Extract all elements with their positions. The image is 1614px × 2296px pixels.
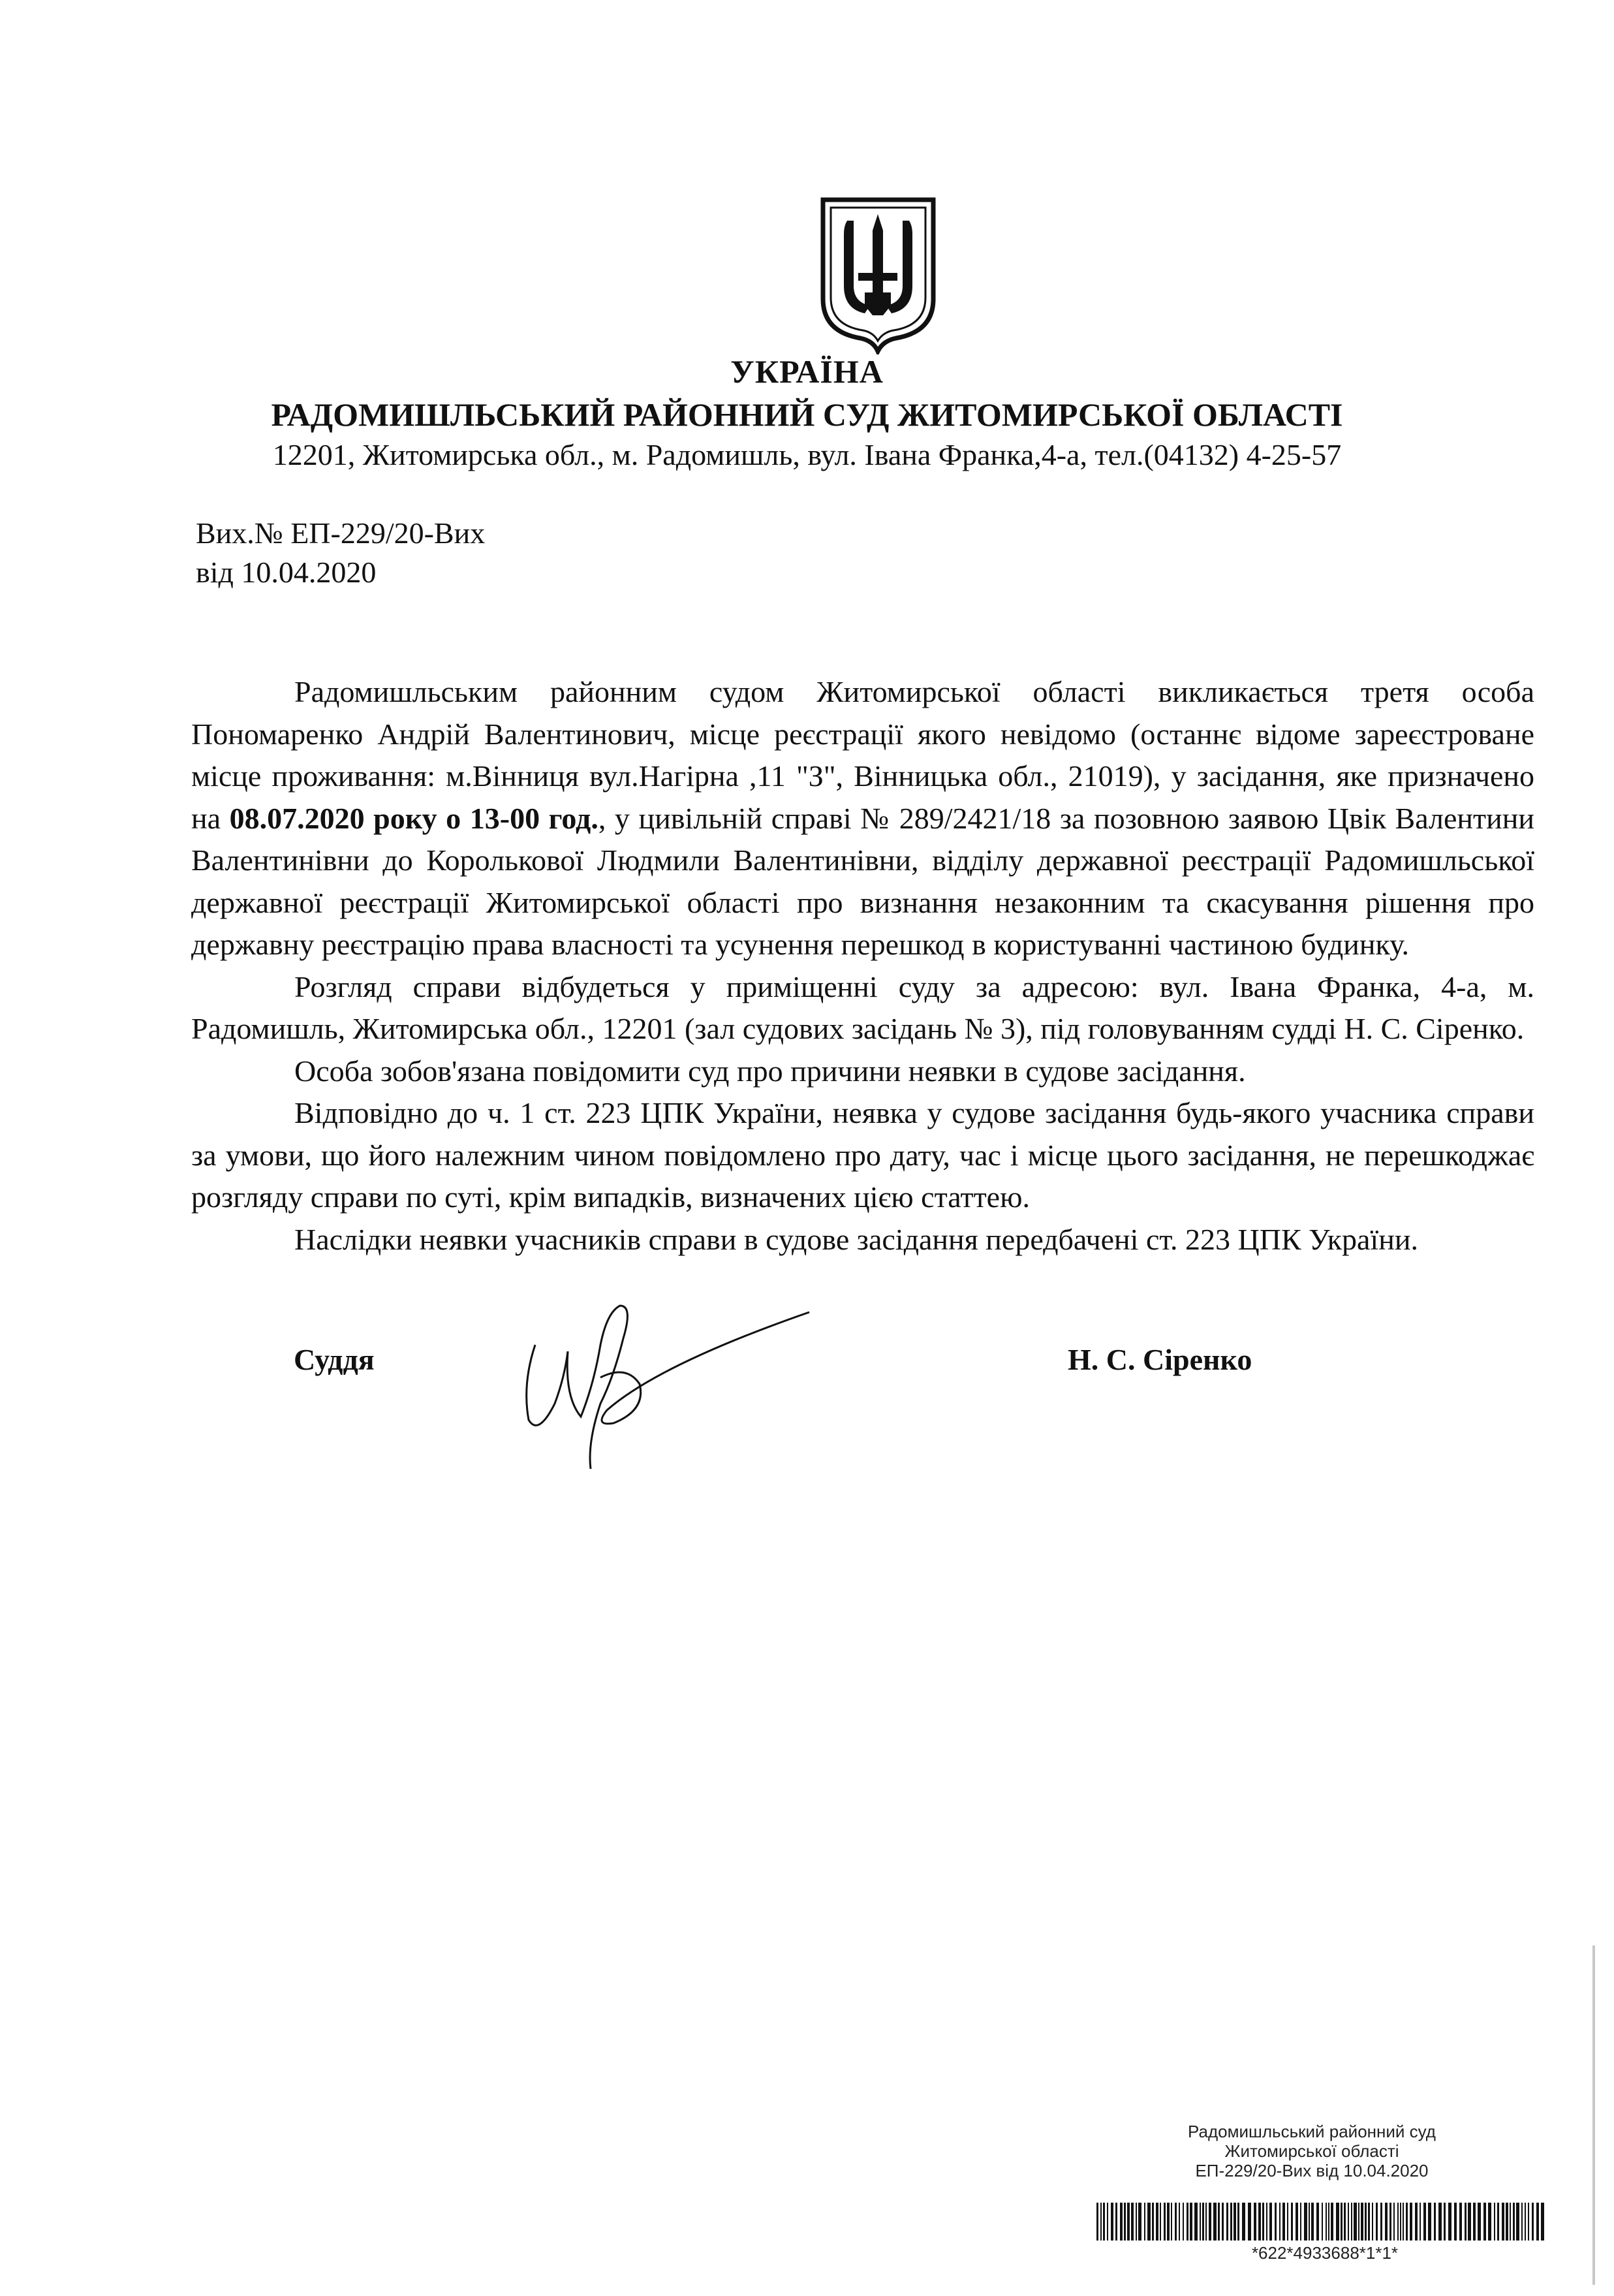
barcode-bar bbox=[1358, 2203, 1359, 2241]
barcode-bar bbox=[1254, 2203, 1256, 2241]
barcode-bar bbox=[1127, 2203, 1130, 2241]
outgoing-number: Вих.№ ЕП-229/20-Вих bbox=[196, 516, 486, 550]
barcode-bar bbox=[1372, 2203, 1373, 2241]
country-title: УКРАЇНА bbox=[730, 353, 884, 390]
barcode-bar bbox=[1136, 2203, 1137, 2241]
barcode-bar bbox=[1237, 2203, 1239, 2241]
barcode-bar bbox=[1202, 2203, 1204, 2241]
barcode-bar bbox=[1262, 2203, 1264, 2241]
barcode-bar bbox=[1309, 2203, 1310, 2241]
barcode-bar bbox=[1420, 2203, 1421, 2241]
barcode-bar bbox=[1218, 2203, 1220, 2241]
barcode-bar bbox=[1536, 2203, 1539, 2241]
barcode-bar bbox=[1205, 2203, 1207, 2241]
barcode-bar bbox=[1448, 2203, 1451, 2241]
barcode-bar bbox=[1131, 2203, 1134, 2241]
barcode-bar bbox=[1316, 2203, 1319, 2241]
barcode-bar bbox=[1541, 2203, 1544, 2241]
paragraph-summons: Радомишльським районним судом Житомирської області викликається третя особа Пономаренко Андрій Валентинович, місце реєстрації якого невідомо (останнє відоме зареєстроване місце проживання: м.Вінниця вул.Нагірна ,11 "З", Вінницька обл., 21019), у засідання, яке призначено на 08.07.2020 року о 13-00 год., у цивільній справі № 289/2421/18 за позовною заявою Цвік Валентини Валентинівни до Королькової Людмили Валентинівни, відділу державної реєстрації Радомишльської державної реєстрації Житомирської області про визнання незаконним та скасування рішення про державну реєстрацію права власності та усунення перешкод в користуванні частиною будинку. bbox=[191, 675, 1534, 961]
judge-label: Суддя bbox=[294, 1343, 375, 1376]
barcode-bar bbox=[1444, 2203, 1446, 2241]
barcode-bar bbox=[1222, 2203, 1224, 2241]
barcode-bar bbox=[1200, 2203, 1201, 2241]
barcode-bar bbox=[1287, 2203, 1288, 2241]
barcode-bar bbox=[1393, 2203, 1395, 2241]
barcode-bar bbox=[1171, 2203, 1172, 2241]
barcode-bar bbox=[1304, 2203, 1307, 2241]
hearing-datetime: 08.07.2020 року о 13-00 год. bbox=[229, 801, 598, 835]
barcode-bar bbox=[1111, 2203, 1113, 2241]
barcode-bar bbox=[1120, 2203, 1123, 2241]
barcode-bar bbox=[1100, 2203, 1102, 2241]
barcode-bar bbox=[1351, 2203, 1352, 2241]
registration-stamp bbox=[1077, 2122, 1547, 2180]
barcode-bar bbox=[1361, 2203, 1363, 2241]
barcode-bar bbox=[1403, 2203, 1404, 2241]
barcode-bar bbox=[1368, 2203, 1370, 2241]
barcode-bar bbox=[1380, 2203, 1382, 2241]
barcode-bar bbox=[1516, 2203, 1519, 2241]
barcode-bar bbox=[1190, 2203, 1192, 2241]
barcode-bar bbox=[1478, 2203, 1481, 2241]
barcode-bar bbox=[1175, 2203, 1177, 2241]
barcode-bar bbox=[1510, 2203, 1511, 2241]
barcode-bar bbox=[1454, 2203, 1457, 2241]
barcode-bar bbox=[1096, 2203, 1098, 2241]
barcode-bar bbox=[1266, 2203, 1267, 2241]
barcode-bar bbox=[1465, 2203, 1467, 2241]
barcode-bar bbox=[1275, 2203, 1277, 2241]
barcode-bar bbox=[1115, 2203, 1117, 2241]
stamp-court-line: Радомишльський районний суд bbox=[1188, 2122, 1436, 2141]
stamp-number-line: ЕП-229/20-Вих від 10.04.2020 bbox=[1195, 2161, 1429, 2180]
court-address: 12201, Житомирська обл., м. Радомишль, вул. Івана Франка,4-а, тел.(04132) 4-25-57 bbox=[272, 438, 1342, 471]
barcode-bar bbox=[1348, 2203, 1349, 2241]
barcode-bar bbox=[1296, 2203, 1298, 2241]
barcode-bar bbox=[1506, 2203, 1508, 2241]
scan-edge-mark bbox=[1592, 1945, 1595, 2285]
barcode-bar bbox=[1488, 2203, 1491, 2241]
barcode-bar bbox=[1322, 2203, 1323, 2241]
barcode-bar bbox=[1226, 2203, 1228, 2241]
barcode-bar bbox=[1415, 2203, 1418, 2241]
barcode-bar bbox=[1156, 2203, 1158, 2241]
barcode-bar bbox=[1459, 2203, 1462, 2241]
barcode-bar bbox=[1528, 2203, 1529, 2241]
judge-name: Н. С. Сіренко bbox=[1068, 1343, 1252, 1376]
barcode-bar bbox=[1291, 2203, 1293, 2241]
barcode-bar bbox=[1258, 2203, 1261, 2241]
barcode-bar bbox=[1365, 2203, 1367, 2241]
barcode-bar bbox=[1331, 2203, 1333, 2241]
barcode-bar bbox=[1300, 2203, 1301, 2241]
barcode-bar bbox=[1400, 2203, 1401, 2241]
coat-of-arms-icon bbox=[818, 195, 939, 354]
barcode-bar bbox=[1497, 2203, 1499, 2241]
barcode-bar bbox=[1152, 2203, 1154, 2241]
barcode-bar bbox=[1209, 2203, 1211, 2241]
barcode-bar bbox=[1468, 2203, 1471, 2241]
barcode-bar bbox=[1397, 2203, 1399, 2241]
barcode-bar bbox=[1326, 2203, 1327, 2241]
barcode-bar bbox=[1502, 2203, 1504, 2241]
barcode-bar bbox=[1107, 2203, 1108, 2241]
barcode-bar bbox=[1194, 2203, 1198, 2241]
handwritten-signature bbox=[509, 1286, 816, 1482]
barcode-bar bbox=[1279, 2203, 1280, 2241]
barcode-bar bbox=[1144, 2203, 1145, 2241]
barcode-text: *622*4933688*1*1* bbox=[1251, 2243, 1399, 2263]
barcode-bar bbox=[1234, 2203, 1236, 2241]
barcode-bar bbox=[1376, 2203, 1378, 2241]
barcode-bar bbox=[1344, 2203, 1346, 2241]
barcode-bar bbox=[1248, 2203, 1251, 2241]
barcode-bar bbox=[1213, 2203, 1217, 2241]
barcode-bar bbox=[1103, 2203, 1105, 2241]
barcode-bar bbox=[1513, 2203, 1515, 2241]
barcode-bar bbox=[1138, 2203, 1141, 2241]
barcode-bar bbox=[1389, 2203, 1391, 2241]
paragraph-law-reference: Відповідно до ч. 1 ст. 223 ЦПК України, неявка у судове засідання будь-якого учасника справи за умови, що його належним чином повідомлено про дату, час і місце цього засідання, не перешкоджає розгляду справи по суті, крім випадків, визначених цією статтею. bbox=[191, 1096, 1534, 1214]
barcode-bar bbox=[1434, 2203, 1436, 2241]
court-name: РАДОМИШЛЬСЬКИЙ РАЙОННИЙ СУД ЖИТОМИРСЬКОЇ ОБЛАСТІ bbox=[271, 396, 1343, 433]
paragraph-hearing-place: Розгляд справи відбудеться у приміщенні суду за адресою: вул. Івана Франка, 4-а, м. Радомишль, Житомирська обл., 12201 (зал судових засідань № 3), під головуванням судді Н. С. Сіренко. bbox=[191, 969, 1534, 1045]
barcode-bar bbox=[1354, 2203, 1357, 2241]
barcode-bar bbox=[1147, 2203, 1151, 2241]
barcode-bar bbox=[1438, 2203, 1442, 2241]
barcode-bar bbox=[1341, 2203, 1342, 2241]
barcode-bar bbox=[1406, 2203, 1408, 2241]
paragraph-consequences: Наслідки неявки учасників справи в судове засідання передбачені ст. 223 ЦПК України. bbox=[294, 1222, 1418, 1256]
barcode-bar bbox=[1525, 2203, 1526, 2241]
barcode-bar bbox=[1385, 2203, 1388, 2241]
barcode-bar bbox=[1187, 2203, 1188, 2241]
stamp-region-line: Житомирської області bbox=[1224, 2141, 1399, 2161]
barcode-bar bbox=[1483, 2203, 1486, 2241]
barcode-bar bbox=[1423, 2203, 1426, 2241]
barcode-bar bbox=[1167, 2203, 1170, 2241]
barcode-bar bbox=[1179, 2203, 1180, 2241]
barcode-bar bbox=[1428, 2203, 1431, 2241]
barcode-bar bbox=[1473, 2203, 1476, 2241]
barcode-bar bbox=[1494, 2203, 1495, 2241]
barcode-bar bbox=[1183, 2203, 1184, 2241]
barcode-bar bbox=[1160, 2203, 1161, 2241]
barcode-bar bbox=[1164, 2203, 1166, 2241]
barcode-bar bbox=[1336, 2203, 1339, 2241]
paragraph-obligation: Особа зобов'язана повідомити суд про причини неявки в судове засідання. bbox=[294, 1054, 1246, 1088]
barcode-bar bbox=[1124, 2203, 1126, 2241]
barcode-bar bbox=[1311, 2203, 1314, 2241]
barcode-bar bbox=[1532, 2203, 1534, 2241]
barcode-bar bbox=[1410, 2203, 1412, 2241]
barcode-bar bbox=[1242, 2203, 1245, 2241]
barcode-bar bbox=[1521, 2203, 1523, 2241]
letter-body bbox=[191, 671, 1534, 1261]
barcode-bar bbox=[1328, 2203, 1329, 2241]
barcode-bar bbox=[1282, 2203, 1285, 2241]
outgoing-date: від 10.04.2020 bbox=[196, 556, 377, 589]
barcode bbox=[1096, 2203, 1547, 2241]
barcode-bar bbox=[1230, 2203, 1232, 2241]
barcode-bar bbox=[1269, 2203, 1272, 2241]
